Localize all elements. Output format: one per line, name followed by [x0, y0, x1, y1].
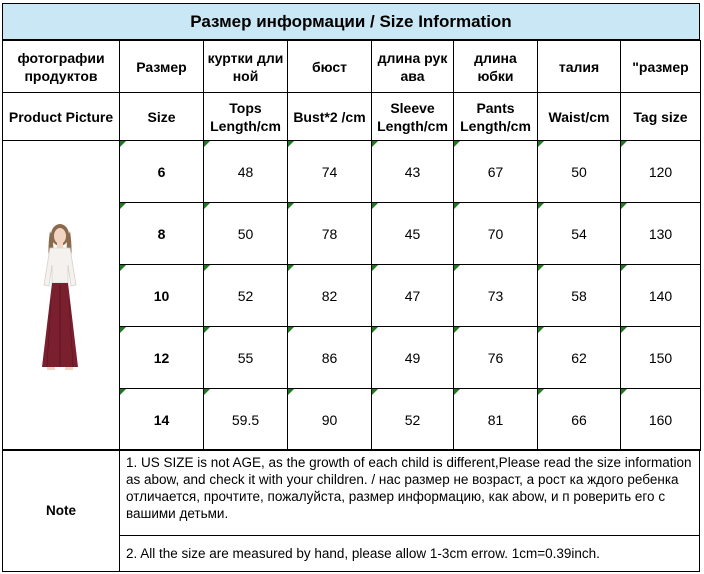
size-cell: 6 — [120, 141, 204, 203]
header-ru-bust: бюст — [288, 41, 372, 93]
pants-length-cell: 76 — [454, 327, 538, 389]
tops-length-cell: 50 — [204, 203, 288, 265]
header-ru-tag: "размер — [621, 41, 701, 93]
header-row-english — [3, 93, 701, 141]
bust-cell: 78 — [288, 203, 372, 265]
note-table — [2, 449, 700, 572]
tops-length-cell: 55 — [204, 327, 288, 389]
bust-cell: 82 — [288, 265, 372, 327]
sleeve-length-cell: 43 — [372, 141, 454, 203]
waist-cell: 50 — [538, 141, 621, 203]
tops-length-cell: 48 — [204, 141, 288, 203]
note-text-2: 2. All the size are measured by hand, please allow 1-3cm errow. 1cm=0.39inch. — [120, 536, 700, 572]
waist-cell: 58 — [538, 265, 621, 327]
sleeve-length-cell: 49 — [372, 327, 454, 389]
waist-cell: 54 — [538, 203, 621, 265]
bust-cell: 90 — [288, 389, 372, 451]
header-ru-picture: фотографии продуктов — [3, 41, 120, 93]
table-row — [3, 141, 701, 203]
header-en-bust: Bust*2 /cm — [288, 93, 372, 141]
header-en-tops: Tops Length/cm — [204, 93, 288, 141]
pants-length-cell: 81 — [454, 389, 538, 451]
size-cell: 8 — [120, 203, 204, 265]
tag-size-cell: 150 — [621, 327, 701, 389]
bust-cell: 86 — [288, 327, 372, 389]
sleeve-length-cell: 45 — [372, 203, 454, 265]
header-ru-waist: талия — [538, 41, 621, 93]
header-ru-tops: куртки дли ной — [204, 41, 288, 93]
header-en-pants: Pants Length/cm — [454, 93, 538, 141]
girl-outfit-icon — [38, 221, 84, 371]
size-cell: 14 — [120, 389, 204, 451]
header-row-russian — [3, 41, 701, 93]
chart-title: Размер информации / Size Information — [2, 3, 700, 40]
header-en-tag: Tag size — [621, 93, 701, 141]
header-en-size: Size — [120, 93, 204, 141]
tag-size-cell: 140 — [621, 265, 701, 327]
note-row-1 — [3, 450, 700, 536]
size-table — [2, 40, 701, 451]
note-label: Note — [3, 450, 120, 572]
tops-length-cell: 59.5 — [204, 389, 288, 451]
header-en-picture: Product Picture — [3, 93, 120, 141]
size-cell: 10 — [120, 265, 204, 327]
sleeve-length-cell: 52 — [372, 389, 454, 451]
tag-size-cell: 120 — [621, 141, 701, 203]
header-ru-sleeve: длина рук ава — [372, 41, 454, 93]
pants-length-cell: 70 — [454, 203, 538, 265]
header-ru-size: Размер — [120, 41, 204, 93]
tag-size-cell: 160 — [621, 389, 701, 451]
pants-length-cell: 73 — [454, 265, 538, 327]
size-cell: 12 — [120, 327, 204, 389]
tops-length-cell: 52 — [204, 265, 288, 327]
waist-cell: 62 — [538, 327, 621, 389]
header-ru-pants: длина юбки — [454, 41, 538, 93]
tag-size-cell: 130 — [621, 203, 701, 265]
note-text-1: 1. US SIZE is not AGE, as the growth of each child is different,Please read the size information as abow, and check it with your children. / нас размер не возраст, а рост ка ждого ребенка отличается, прочтите, пожалуйста, размер информацию, как abow, и п роверить его с вашими детьми. — [120, 450, 700, 536]
sleeve-length-cell: 47 — [372, 265, 454, 327]
pants-length-cell: 67 — [454, 141, 538, 203]
product-picture — [3, 141, 120, 451]
header-en-waist: Waist/cm — [538, 93, 621, 141]
header-en-sleeve: Sleeve Length/cm — [372, 93, 454, 141]
waist-cell: 66 — [538, 389, 621, 451]
bust-cell: 74 — [288, 141, 372, 203]
